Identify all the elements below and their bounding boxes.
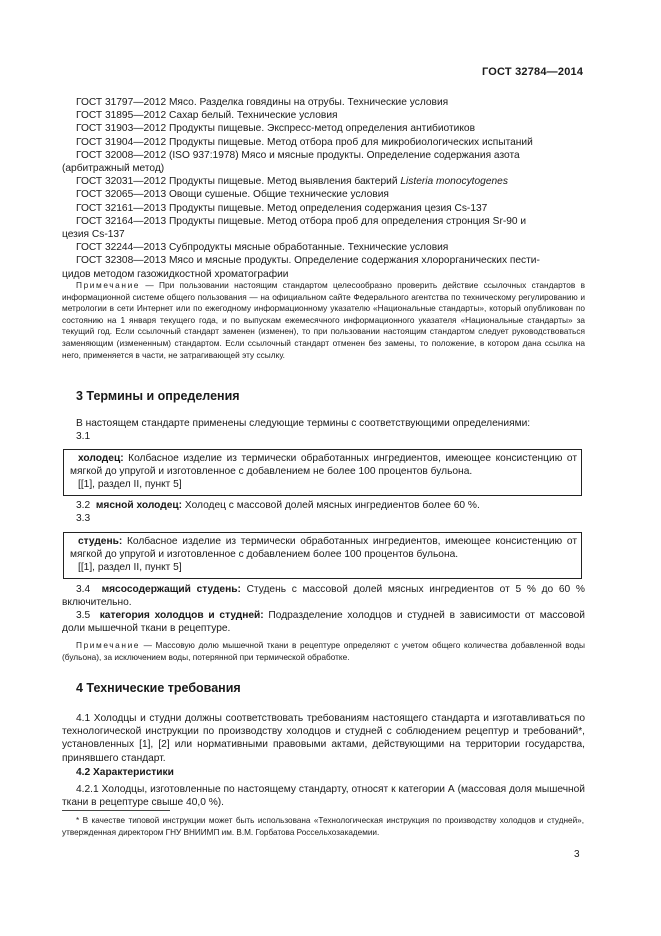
clause-4-1: 4.1 Холодцы и студни должны соответствовать требованиям настоящего стандарта и изготавливаться по технологической инструкции по производству холодцов и студней с соблюдением рецептур и требований*, установленных [1], [2] или нормативными правовыми актами, действующими на территории государства, принявшего стандарт. [62, 713, 585, 764]
reference-item-continuation: (арбитражный метод) [62, 163, 165, 175]
references-note [62, 280, 585, 361]
reference-item: ГОСТ 32065—2013 Овощи сушеные. Общие технические условия [76, 189, 389, 201]
term-3-4: 3.4 мясосодержащий студень: Студень с массовой долей мясных ингредиентов от 5 % до 60 % включительно. [62, 584, 585, 609]
reference-item: ГОСТ 31797—2012 Мясо. Разделка говядины на отрубы. Технические условия [76, 97, 449, 108]
terms-note [62, 640, 585, 663]
clause-4-2-1: 4.2.1 Холодцы, изготовленные по настоящему стандарту, относят к категории А (массовая доля мышечной ткани в рецептуре свыше 40,0 %). [62, 784, 585, 809]
reference-item: ГОСТ 32008—2012 (ISO 937:1978) Мясо и мясные продукты. Определение содержания азота [76, 149, 520, 161]
reference-item-continuation: цидов методом газожидкостной хроматографии [62, 268, 289, 280]
term-number: 3.1 [76, 431, 91, 443]
term-source: [[1], раздел II, пункт 5] [78, 479, 182, 491]
footnote-separator [62, 810, 170, 811]
note-text: — При пользовании настоящим стандартом целесообразно проверить действие ссылочных стандартов в информационной системе общего пользования — на официальном сайте Федерального агентства по техническому регулированию и метрологии в сети Интернет или по ежегодному информационному указателю «Национальные стандарты», который опубликован по состоянию на 1 января текущего года, и по выпускам ежемесячного информационного указателя «Национальные стандарты» за текущий год. Если ссылочный стандарт заменен (изменен), то при пользовании настоящим стандартом следует руководствоваться заменяющим (измененным) стандартом. Если ссылочный стандарт отменен без замены, то положение, в котором дана ссылка на него, применяется в части, не затрагивающей эту ссылку. [62, 280, 585, 360]
clause-4-2-heading: 4.2 Характеристики [76, 767, 174, 778]
footnote: * В качестве типовой инструкции может быть использована «Технологическая инструкция по производству холодцов и студней», утвержденная директором ГНУ ВНИИМП им. В.М. Горбатова Россельхозакадемии. [62, 816, 584, 837]
note-label: Примечание [76, 280, 141, 290]
term-3-5: 3.5 категория холодцов и студней: Подразделение холодцов и студней в зависимости от массовой доли мышечной ткани в рецептуре. [62, 610, 585, 635]
reference-item: ГОСТ 32161—2013 Продукты пищевые. Метод определения содержания цезия Cs-137 [76, 202, 488, 214]
note-text: — Массовую долю мышечной ткани в рецептуре определяют с учетом общего количества добавленной воды (бульона), за исключением воды, потерянной при термической обработке. [62, 640, 585, 662]
reference-item-continuation: цезия Cs-137 [62, 229, 125, 241]
term-definition: Колбасное изделие из термически обработанных ингредиентов, имеющее консистенцию от мягкой до упругой и изготовленное с добавлением не более 100 процентов бульона. [70, 453, 577, 478]
section-4-heading: 4 Технические требования [76, 681, 241, 695]
section-3-intro: В настоящем стандарте применены следующие термины с соответствующими определениями: 3.1 [76, 418, 531, 443]
reference-item: ГОСТ 32244—2013 Субпродукты мясные обработанные. Технические условия [76, 242, 449, 254]
term-3-2: 3.2 мясной холодец: Холодец с массовой долей мясных ингредиентов более 60 %. 3.3 [76, 500, 480, 525]
reference-item: ГОСТ 31895—2012 Сахар белый. Технические условия [76, 110, 338, 122]
reference-item: ГОСТ 32031—2012 Продукты пищевые. Метод выявления бактерий Listeria monocytogenes [76, 176, 508, 188]
term-name: холодец: [78, 453, 124, 464]
note-label: Примечание [76, 640, 141, 650]
page-number: 3 [574, 849, 580, 860]
reference-item: ГОСТ 31904—2012 Продукты пищевые. Метод отбора проб для микробиологических испытаний [76, 136, 533, 148]
term-name: студень: [78, 536, 123, 547]
term-definition-box [63, 449, 582, 496]
reference-item: ГОСТ 31903—2012 Продукты пищевые. Экспресс-метод определения антибиотиков [76, 123, 475, 135]
term-source: [[1], раздел II, пункт 5] [78, 562, 182, 574]
document-code: ГОСТ 32784—2014 [482, 66, 584, 78]
section-3-heading: 3 Термины и определения [76, 389, 240, 403]
term-definition: Колбасное изделие из термически обработанных ингредиентов, имеющее консистенцию от мягкой до упругой и изготовленное с добавлением более 100 процентов бульона. [70, 536, 577, 561]
normative-references [62, 96, 587, 281]
reference-item: ГОСТ 32164—2013 Продукты пищевые. Метод отбора проб для определения стронция Sr-90 и [76, 215, 527, 227]
term-definition-box [63, 532, 582, 579]
reference-item: ГОСТ 32308—2013 Мясо и мясные продукты. Определение содержания хлорорганических пести- [76, 255, 540, 267]
